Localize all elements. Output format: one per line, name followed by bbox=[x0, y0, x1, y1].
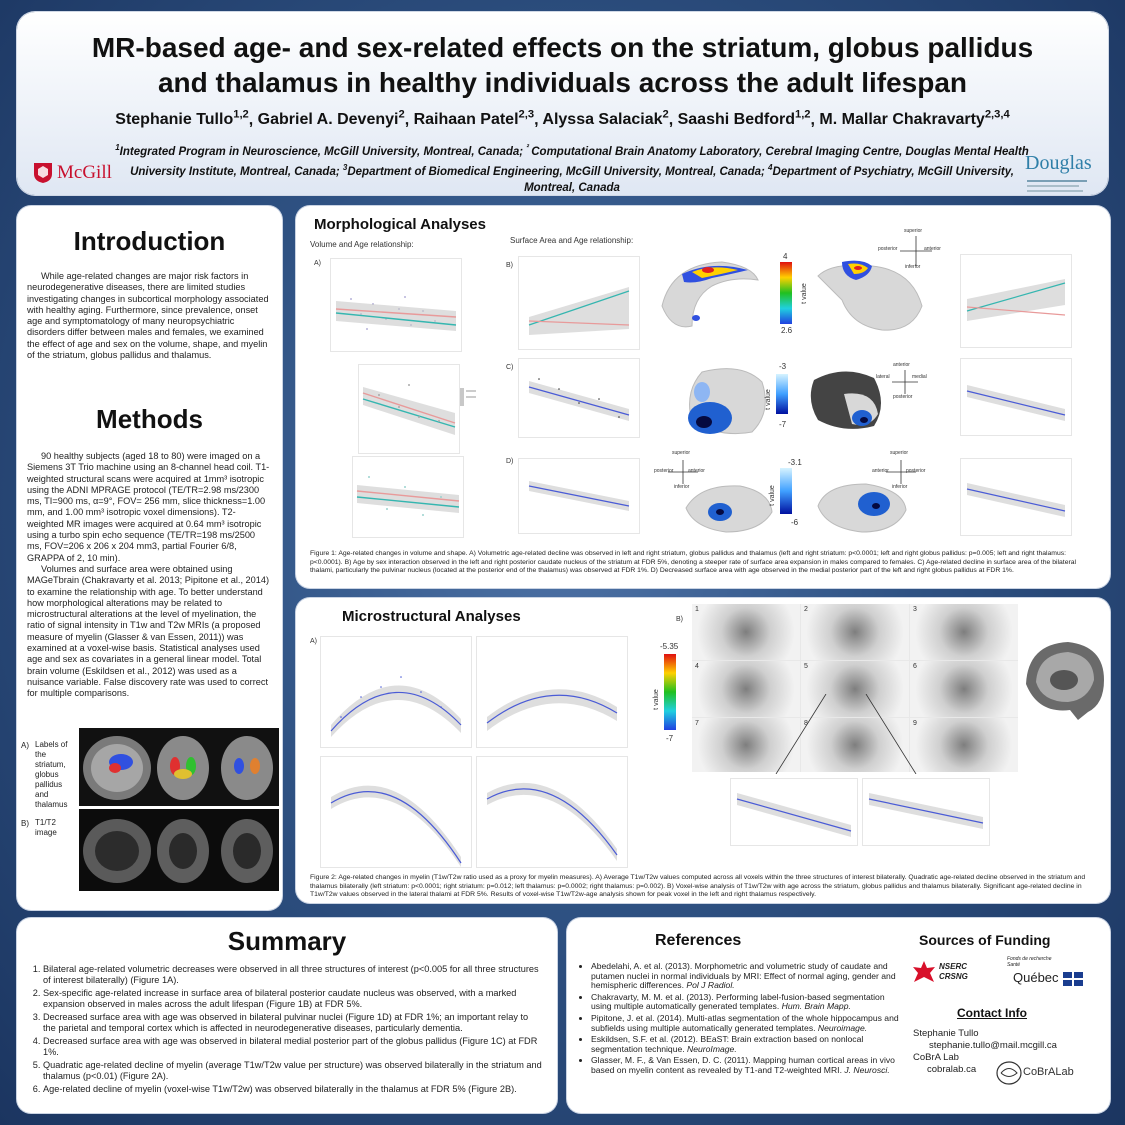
micro-colorbar-min: -7 bbox=[666, 734, 674, 743]
orient-lateral-c: lateral bbox=[876, 374, 890, 380]
surface-plot-d-left bbox=[518, 458, 640, 534]
summary-list bbox=[25, 964, 543, 1097]
surface-plot-c-right bbox=[960, 358, 1072, 436]
micro-colorbar bbox=[664, 654, 676, 730]
contact-lab-site[interactable]: cobralab.ca bbox=[927, 1064, 977, 1075]
micro-colorbar-label: t value bbox=[652, 689, 660, 710]
poster-title bbox=[17, 30, 1108, 100]
orient-superior-d1: superior bbox=[672, 450, 691, 456]
fig-a-label: A) bbox=[21, 741, 29, 750]
pallidus-surface-left bbox=[680, 478, 776, 536]
poster-header bbox=[17, 12, 1108, 195]
author: Gabriel A. Devenyi$^2$ bbox=[257, 109, 405, 129]
volume-subtitle: Volume and Age relationship: bbox=[310, 240, 414, 249]
summary-item: 3. Decreased surface area with age was observed in bilateral pulvinar nuclei (Figure 1D) at FDR 1%; an important relay to the parietal and temporal cortex which is affected in neurodegenerative diseases, particularly dementia. bbox=[43, 1012, 543, 1034]
nserc-logo: NSERC CRSNG bbox=[911, 960, 991, 986]
orient-inferior-d1: inferior bbox=[674, 484, 690, 490]
intro-text: While age-related changes are major risk factors in neurodegenerative diseases, there are limited studies investigating changes in subcortical morphology associated with healthy aging. Furthermore, since prevalence, onset age and symptomatology of many neuropsychiatric disorders differ between males and females, we examined the effect of age and sex on the volume, shape, and myelin of the striatum, globus pallidus and thalamus. bbox=[27, 271, 269, 361]
affiliations: $^1$Integrated Program in Neuroscience, McGill University, Montreal, Canada; $^{^2}$ Computational Brain Anatomy Laboratory, Cerebral Imaging Centre, Douglas Mental Health University Institute, Montreal, Canada; $^3$Department of Biomedical Engineering, McGill University, Montreal, Canada; $^4$Department of Psychiatry, McGill University, Montreal, Canada bbox=[115, 143, 1029, 194]
orient-posterior-b: posterior bbox=[878, 246, 898, 252]
voxel-plot-right bbox=[862, 778, 990, 846]
author: Raihaan Patel$^{2,3}$ bbox=[413, 109, 535, 129]
micro-panel-a-label: A) bbox=[310, 638, 317, 645]
slice-cell: 8 bbox=[801, 718, 909, 772]
reference-item: • Chakravarty, M. M. et al. (2013). Performing label-fusion-based segmentation using multiple automatically generated templates. Hum. Brain Mapp. bbox=[591, 993, 903, 1012]
reference-item: • Pipitone, J. et al. (2014). Multi-atlas segmentation of the whole hippocampus and subfields using multiple automatically generated templates. Neuroimage. bbox=[591, 1014, 903, 1033]
orient-anterior-b: anterior bbox=[924, 246, 941, 252]
panel-a-label: A) bbox=[314, 260, 321, 267]
author: Stephanie Tullo$^{1,2}$ bbox=[115, 109, 249, 129]
ci-band bbox=[529, 287, 629, 335]
author: M. Mallar Chakravarty$^{2,3,4}$ bbox=[819, 109, 1010, 129]
contact-lab: CoBrA Lab bbox=[913, 1052, 959, 1063]
slice-cell: 4 bbox=[692, 661, 800, 717]
colorbar3-label: t value bbox=[768, 485, 776, 506]
funding-title: Sources of Funding bbox=[919, 932, 1051, 948]
methods-paragraph-2: Volumes and surface area were obtained using MAGeTbrain (Chakravarty et al. 2013; Pipitone et al., 2014) to examine the relationship with age. To better understand how morphological alterations may be related to microstructural alterations at the level of myelination, the ratio of signal intensity in T1w and T2w MRIs (a proposed measure of myelin (Glasser & van Essen, 2011)) was examined at a voxel-wise basis. Statistical analyses used age and sex as covariates in a general linear model. Total brain volume (Eskildsen et al., 2012) was used as a nuisance variable. False discovery rate was used to correct for multiple comparisons. bbox=[27, 563, 270, 699]
methods-title: Methods bbox=[96, 404, 203, 434]
volume-legend bbox=[458, 386, 480, 408]
label-brain-images bbox=[79, 728, 279, 806]
ci-band bbox=[967, 279, 1065, 321]
panel-b-label: B) bbox=[506, 262, 513, 269]
summary-item: 5. Quadratic age-related decline of myelin (average T1w/T2w value per structure) was observed bilaterally in the striatum and thalamus (p<0.01) (Figure 2A). bbox=[43, 1060, 543, 1082]
myelin-plot-4 bbox=[476, 756, 628, 868]
slice-cell: 1 bbox=[692, 604, 800, 660]
orient-posterior-d1: posterior bbox=[654, 468, 674, 474]
title-line-2: and thalamus in healthy individuals across the adult lifespan bbox=[157, 67, 968, 98]
colorbar2-max: -3 bbox=[779, 362, 787, 371]
myelin-plot-2 bbox=[476, 636, 628, 748]
fig-a-caption: Labels of the striatum, globus pallidus and thalamus bbox=[35, 740, 68, 809]
fit-line bbox=[967, 489, 1065, 511]
orient-anterior-c: anterior bbox=[893, 362, 910, 368]
fig-b-label: B) bbox=[21, 819, 29, 828]
colorbar1-max: 4 bbox=[783, 252, 788, 261]
summary-item: 2. Sex-specific age-related increase in surface area of bilateral posterior caudate nucleus was observed, with a marked expansion observed in males across the adult lifespan (Figure 1B) at FDR 5%. bbox=[43, 988, 543, 1010]
slice-cell: 9 bbox=[910, 718, 1018, 772]
morphological-panel bbox=[296, 206, 1110, 588]
author: Saashi Bedford$^{1,2}$ bbox=[677, 109, 811, 129]
surface-plot-b-left bbox=[518, 256, 640, 350]
ci-band bbox=[363, 387, 455, 435]
zoom-lines bbox=[766, 694, 966, 774]
orient-posterior-d2: posterior bbox=[906, 468, 926, 474]
colorbar1-min: 2.6 bbox=[781, 326, 793, 335]
frq-quebec-logo: Fonds de recherche Santé Québec bbox=[1007, 956, 1087, 988]
contact-title: Contact Info bbox=[957, 1006, 1027, 1020]
orient-superior-b: superior bbox=[904, 228, 923, 234]
orient-inferior-d2: inferior bbox=[892, 484, 908, 490]
summary-item: 1. Bilateral age-related volumetric decreases were observed in all three structures of interest (p<0.005 for all three structures of interest bilaterally) (Figure 1A). bbox=[43, 964, 543, 986]
orient-posterior-c: posterior bbox=[893, 394, 913, 400]
colorbar3-max: -3.1 bbox=[788, 458, 802, 467]
contact-email[interactable]: stephanie.tullo@mail.mcgill.ca bbox=[929, 1040, 1057, 1051]
colorbar2-min: -7 bbox=[779, 420, 787, 429]
orient-superior-d2: superior bbox=[890, 450, 909, 456]
volume-plot-pallidus bbox=[358, 364, 460, 454]
surface-plot-b-right bbox=[960, 254, 1072, 348]
micro-title: Microstructural Analyses bbox=[342, 608, 521, 625]
reference-item: • Abedelahi, A. et al. (2013). Morphometric and volumetric study of caudate and putamen nuclei in normal individuals by MRI: Effect of normal aging, gender and hemispheric differences. Pol J Radiol. bbox=[591, 962, 903, 991]
methods-paragraph-1: 90 healthy subjects (aged 18 to 80) were imaged on a Siemens 3T Trio machine using an 8-channel head coil. T1-weighted structural scans were acquired at 1mm³ isotropic using the ADNI MPRAGE protocol (TE/TR=2.98 ms/2300 ms, TI=900 ms, α=9°, FOV= 256 mm, slice thickness=1.00 mm, and 1.00 mm³ isotropic voxel dimensions). T2-weighted MR images were acquired at 0.64 mm³ isotropic using a turbo spin echo sequence (TE/TR=198 ms/2500 ms, FOV=206 x 206 x 204 mm3, partial Fourier 6/8, GRAPPA of 2, 10 min). bbox=[27, 451, 270, 563]
micro-panel-b-label: B) bbox=[676, 616, 683, 623]
surface-plot-c-left bbox=[518, 358, 640, 438]
summary-panel bbox=[17, 918, 557, 1113]
colorbar-blue-1 bbox=[776, 374, 788, 414]
t1t2-brain-images bbox=[79, 809, 279, 891]
reference-item: • Eskildsen, S.F. et al. (2012). BEaST: Brain extraction based on nonlocal segmentation technique. NeuroImage. bbox=[591, 1035, 903, 1054]
panel-d-label: D) bbox=[506, 458, 514, 465]
references-title: References bbox=[655, 932, 742, 949]
colorbar3-min: -6 bbox=[791, 518, 799, 527]
cobralab-logo: CoBrALab bbox=[995, 1060, 1085, 1088]
fit-line bbox=[737, 799, 851, 831]
references-list bbox=[573, 962, 903, 1078]
fit-line bbox=[529, 387, 629, 415]
mcgill-logo: McGill bbox=[33, 162, 143, 186]
fit-line bbox=[869, 799, 983, 823]
methods-text bbox=[27, 451, 272, 700]
volume-plot-striatum bbox=[330, 258, 462, 352]
colorbar-blue-2 bbox=[780, 468, 792, 514]
intro-methods-panel bbox=[17, 206, 282, 910]
surface-plot-d-right bbox=[960, 458, 1072, 536]
caudate-surface-left bbox=[652, 256, 762, 336]
orient-anterior-d2: anterior bbox=[872, 468, 889, 474]
microstructural-panel bbox=[296, 598, 1110, 903]
author-list: Stephanie Tullo$^{1,2}$, Gabriel A. Devenyi$^2$, Raihaan Patel$^{2,3}$, Alyssa Salaciak$^2$, Saashi Bedford$^{1,2}$, M. Mallar Chakravarty$^{2,3,4}$ bbox=[115, 109, 1010, 129]
author: Alyssa Salaciak$^2$ bbox=[542, 109, 669, 129]
figure1-caption: Figure 1: Age-related changes in volume and shape. A) Volumetric age-related decline was observed in left and right striatum, globus pallidus and thalamus (left and right striatum: p<0.0001; left and right globus pallidus: p=0.005; left and right thalamus: p<0.0001). B) Age by sex interaction observed in the left and right posterior caudate nucleus of the striatum at FDR 5%, denoting a steeper rate of surface area expansion in males compared to females. C) Age-related decline in surface area of the bilateral thalami, particularly the pulvinar nucleus (located at the posterior end of the thalamus) was observed at FDR 1%. D) Decreased surface area with age observed in the medial posterior part of the left and right globus pallidus at FDR 1%. bbox=[310, 550, 1077, 575]
panel-c-label: C) bbox=[506, 364, 514, 371]
figure2-caption: Figure 2: Age-related changes in myelin (T1w/T2w ratio used as a proxy for myelin measures). A) Average T1w/T2w values computed across all voxels within the three structures of interest bilaterally. Quadratic age-related decline observed in the striatum and thalamus bilaterally (left striatum: p<0.0001; right striatum: p=0.012; left thalamus: p=0.0002; right thalamus: p=0.002). B) Voxel-wise analysis of T1w/T2w with age across the striatum, globus pallidus and thalamus bilaterally. Significant age-related decline in T1w/T2w values observed in the lateral thalami at FDR 5%. Results of voxel-wise T1w/T2w-age analysis shown for peak voxel in the left and right thalamus respectively. bbox=[310, 874, 1086, 899]
orient-inferior-b: inferior bbox=[905, 264, 921, 270]
sagittal-brain bbox=[1018, 634, 1108, 724]
voxel-plot-left bbox=[730, 778, 858, 846]
slice-cell: 5 bbox=[801, 661, 909, 717]
slice-cell: 7 bbox=[692, 718, 800, 772]
contact-name: Stephanie Tullo bbox=[913, 1028, 979, 1039]
douglas-logo: Douglas bbox=[1019, 152, 1101, 198]
colorbar-rainbow bbox=[780, 262, 792, 324]
ci-band bbox=[331, 685, 461, 737]
summary-title: Summary bbox=[227, 926, 347, 956]
title-line-1: MR-based age- and sex-related effects on the striatum, globus pallidus bbox=[91, 32, 1034, 63]
fig-b-caption: T1/T2 image bbox=[35, 818, 57, 837]
summary-item: 6. Age-related decline of myelin (voxel-wise T1w/T2w) was observed bilaterally in the thalamus at FDR 5% (Figure 2B). bbox=[43, 1084, 543, 1095]
slice-cell: 2 bbox=[801, 604, 909, 660]
intro-title: Introduction bbox=[73, 226, 226, 256]
myelin-plot-3 bbox=[320, 756, 472, 868]
morph-title: Morphological Analyses bbox=[314, 216, 486, 233]
volume-plot-thalamus bbox=[352, 456, 464, 538]
references-panel bbox=[567, 918, 1110, 1113]
micro-colorbar-max: -5.35 bbox=[660, 642, 679, 651]
summary-item: 4. Decreased surface area with age was observed in bilateral medial posterior part of the globus pallidus (Figure 1C) at FDR 1%. bbox=[43, 1036, 543, 1058]
thalamus-surface-left bbox=[682, 362, 772, 438]
fit-line bbox=[967, 391, 1065, 415]
reference-item: • Glasser, M. F., & Van Essen, D. C. (2011). Mapping human cortical areas in vivo based on myelin content as revealed by T1-and T2-weighted MRI. J. Neurosci. bbox=[591, 1056, 903, 1075]
colorbar2-label: t value bbox=[764, 389, 772, 410]
fit-line bbox=[529, 486, 629, 506]
orient-medial-c: medial bbox=[912, 374, 927, 380]
slice-cell: 6 bbox=[910, 661, 1018, 717]
colorbar1-label: t value bbox=[800, 283, 808, 304]
orient-anterior-d1: anterior bbox=[688, 468, 705, 474]
myelin-plot-1 bbox=[320, 636, 472, 748]
surface-subtitle: Surface Area and Age relationship: bbox=[510, 236, 634, 245]
slice-cell: 3 bbox=[910, 604, 1018, 660]
